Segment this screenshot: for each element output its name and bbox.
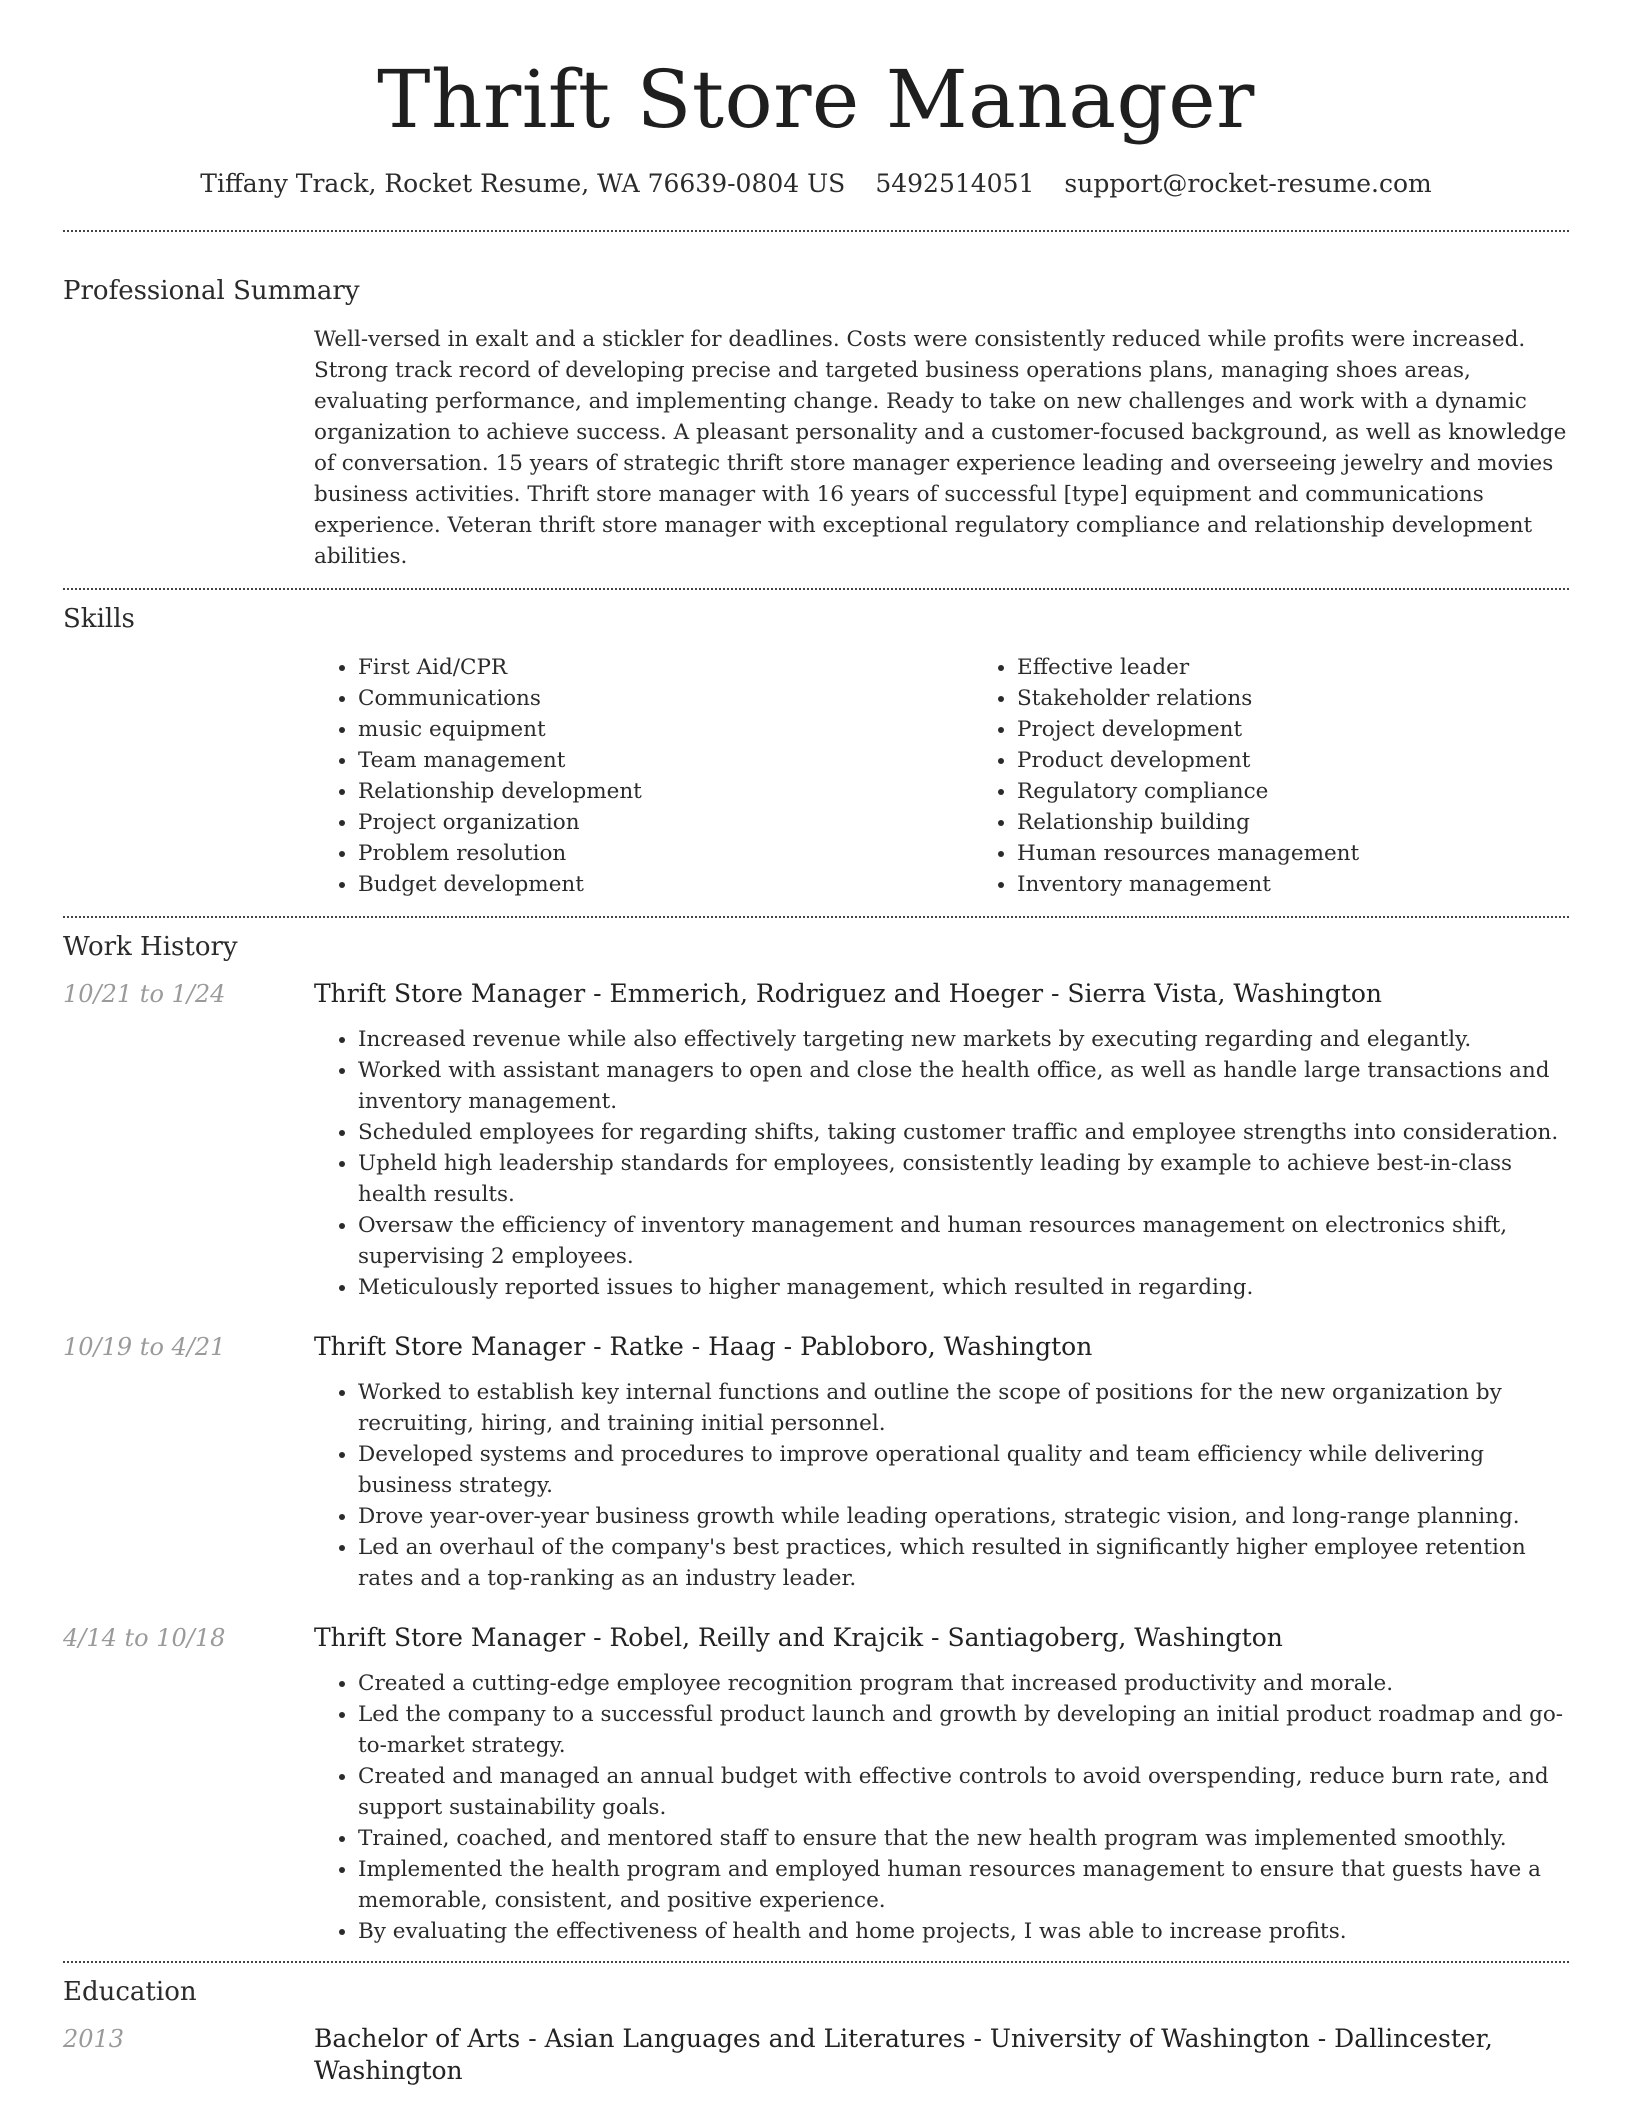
job-bullet: • Oversaw the efficiency of inventory management and human resources management on electronics shift, supervising 2 employees. [358, 1210, 1569, 1272]
work-history-heading: Work History [63, 932, 238, 962]
skill-item: • Inventory management [1017, 869, 1632, 900]
job-entry [63, 1331, 1569, 1594]
skills-list-right [973, 652, 1632, 900]
job-bullet: • By evaluating the effectiveness of health and home projects, I was able to increase profits. [358, 1916, 1569, 1947]
contact-phone[interactable]: 5492514051 [875, 169, 1035, 198]
skill-item: • Project development [1017, 714, 1632, 745]
job-dates: 10/21 to 1/24 [63, 980, 226, 1008]
skill-item: • Relationship building [1017, 807, 1632, 838]
skill-item: • Budget development [358, 869, 973, 900]
summary-section [63, 232, 1569, 588]
job-bullet: • Meticulously reported issues to higher management, which resulted in regarding. [358, 1272, 1569, 1303]
job-title: Thrift Store Manager - Emmerich, Rodriguez and Hoeger - Sierra Vista, Washington [314, 979, 1383, 1008]
contact-address: Tiffany Track, Rocket Resume, WA 76639-0804 US [200, 169, 846, 198]
contact-email[interactable]: support@rocket-resume.com [1064, 169, 1432, 198]
job-bullet: • Increased revenue while also effectively targeting new markets by executing regarding and elegantly. [358, 1024, 1569, 1055]
job-bullets [314, 1668, 1569, 1947]
job-bullet: • Worked with assistant managers to open and close the health office, as well as handle large transactions and inventory management. [358, 1055, 1569, 1117]
job-bullet: • Drove year-over-year business growth while leading operations, strategic vision, and long-range planning. [358, 1501, 1569, 1532]
skill-item: • Product development [1017, 745, 1632, 776]
skill-item: • Effective leader [1017, 652, 1632, 683]
job-bullets [314, 1024, 1569, 1303]
job-dates: 4/14 to 10/18 [63, 1624, 226, 1652]
summary-text: Well-versed in exalt and a stickler for deadlines. Costs were consistently reduced while profits were increased. Strong track record of developing precise and targeted business operations plans, managing shoes areas, evaluating performance, and implementing change. Ready to take on new challenges and work with a dynamic organization to achieve success. A pleasant personality and a customer-focused background, as well as knowledge of conversation. 15 years of strategic thrift store manager experience leading and overseeing jewelry and movies business activities. Thrift store manager with 16 years of successful [type] equipment and communications experience. Veteran thrift store manager with exceptional regulatory compliance and relationship development abilities. [314, 327, 1567, 569]
resume-title: Thrift Store Manager [377, 53, 1255, 146]
job-title: Thrift Store Manager - Ratke - Haag - Pabloboro, Washington [314, 1332, 1093, 1361]
education-section [63, 1963, 1569, 2087]
job-entry [63, 1622, 1569, 1947]
skills-section [63, 590, 1569, 916]
summary-heading: Professional Summary [63, 276, 360, 306]
skill-item: • Team management [358, 745, 973, 776]
education-degree: Bachelor of Arts - Asian Languages and Literatures - University of Washington - Dallincester, Washington [314, 2024, 1493, 2085]
job-bullet: • Led the company to a successful product launch and growth by developing an initial product roadmap and go-to-market strategy. [358, 1699, 1569, 1761]
contact-line [63, 168, 1569, 200]
skill-item: • Human resources management [1017, 838, 1632, 869]
skill-item: • Problem resolution [358, 838, 973, 869]
skill-item: • Regulatory compliance [1017, 776, 1632, 807]
skills-heading: Skills [63, 604, 135, 634]
job-dates: 10/19 to 4/21 [63, 1333, 226, 1361]
education-heading: Education [63, 1977, 197, 2007]
job-bullet: • Led an overhaul of the company's best practices, which resulted in significantly higher employee retention rates and a top-ranking as an industry leader. [358, 1532, 1569, 1594]
job-bullet: • Upheld high leadership standards for employees, consistently leading by example to achieve best-in-class health results. [358, 1148, 1569, 1210]
skill-item: • First Aid/CPR [358, 652, 973, 683]
job-bullet: • Scheduled employees for regarding shifts, taking customer traffic and employee strengths into consideration. [358, 1117, 1569, 1148]
job-bullet: • Trained, coached, and mentored staff to ensure that the new health program was implemented smoothly. [358, 1823, 1569, 1854]
job-bullets [314, 1377, 1569, 1594]
skill-item: • Project organization [358, 807, 973, 838]
job-bullet: • Created and managed an annual budget with effective controls to avoid overspending, reduce burn rate, and support sustainability goals. [358, 1761, 1569, 1823]
skill-item: • music equipment [358, 714, 973, 745]
job-title: Thrift Store Manager - Robel, Reilly and Krajcik - Santiagoberg, Washington [314, 1623, 1283, 1652]
job-bullet: • Worked to establish key internal functions and outline the scope of positions for the new organization by recruiting, hiring, and training initial personnel. [358, 1377, 1569, 1439]
skill-item: • Communications [358, 683, 973, 714]
education-year: 2013 [63, 2025, 125, 2053]
job-bullet: • Implemented the health program and employed human resources management to ensure that guests have a memorable, consistent, and positive experience. [358, 1854, 1569, 1916]
skills-list-left [314, 652, 973, 900]
skill-item: • Relationship development [358, 776, 973, 807]
education-entry [63, 2023, 1569, 2087]
work-history-section [63, 918, 1569, 1947]
job-bullet: • Developed systems and procedures to improve operational quality and team efficiency while delivering business strategy. [358, 1439, 1569, 1501]
job-bullet: • Created a cutting-edge employee recognition program that increased productivity and morale. [358, 1668, 1569, 1699]
job-entry [63, 978, 1569, 1303]
skill-item: • Stakeholder relations [1017, 683, 1632, 714]
